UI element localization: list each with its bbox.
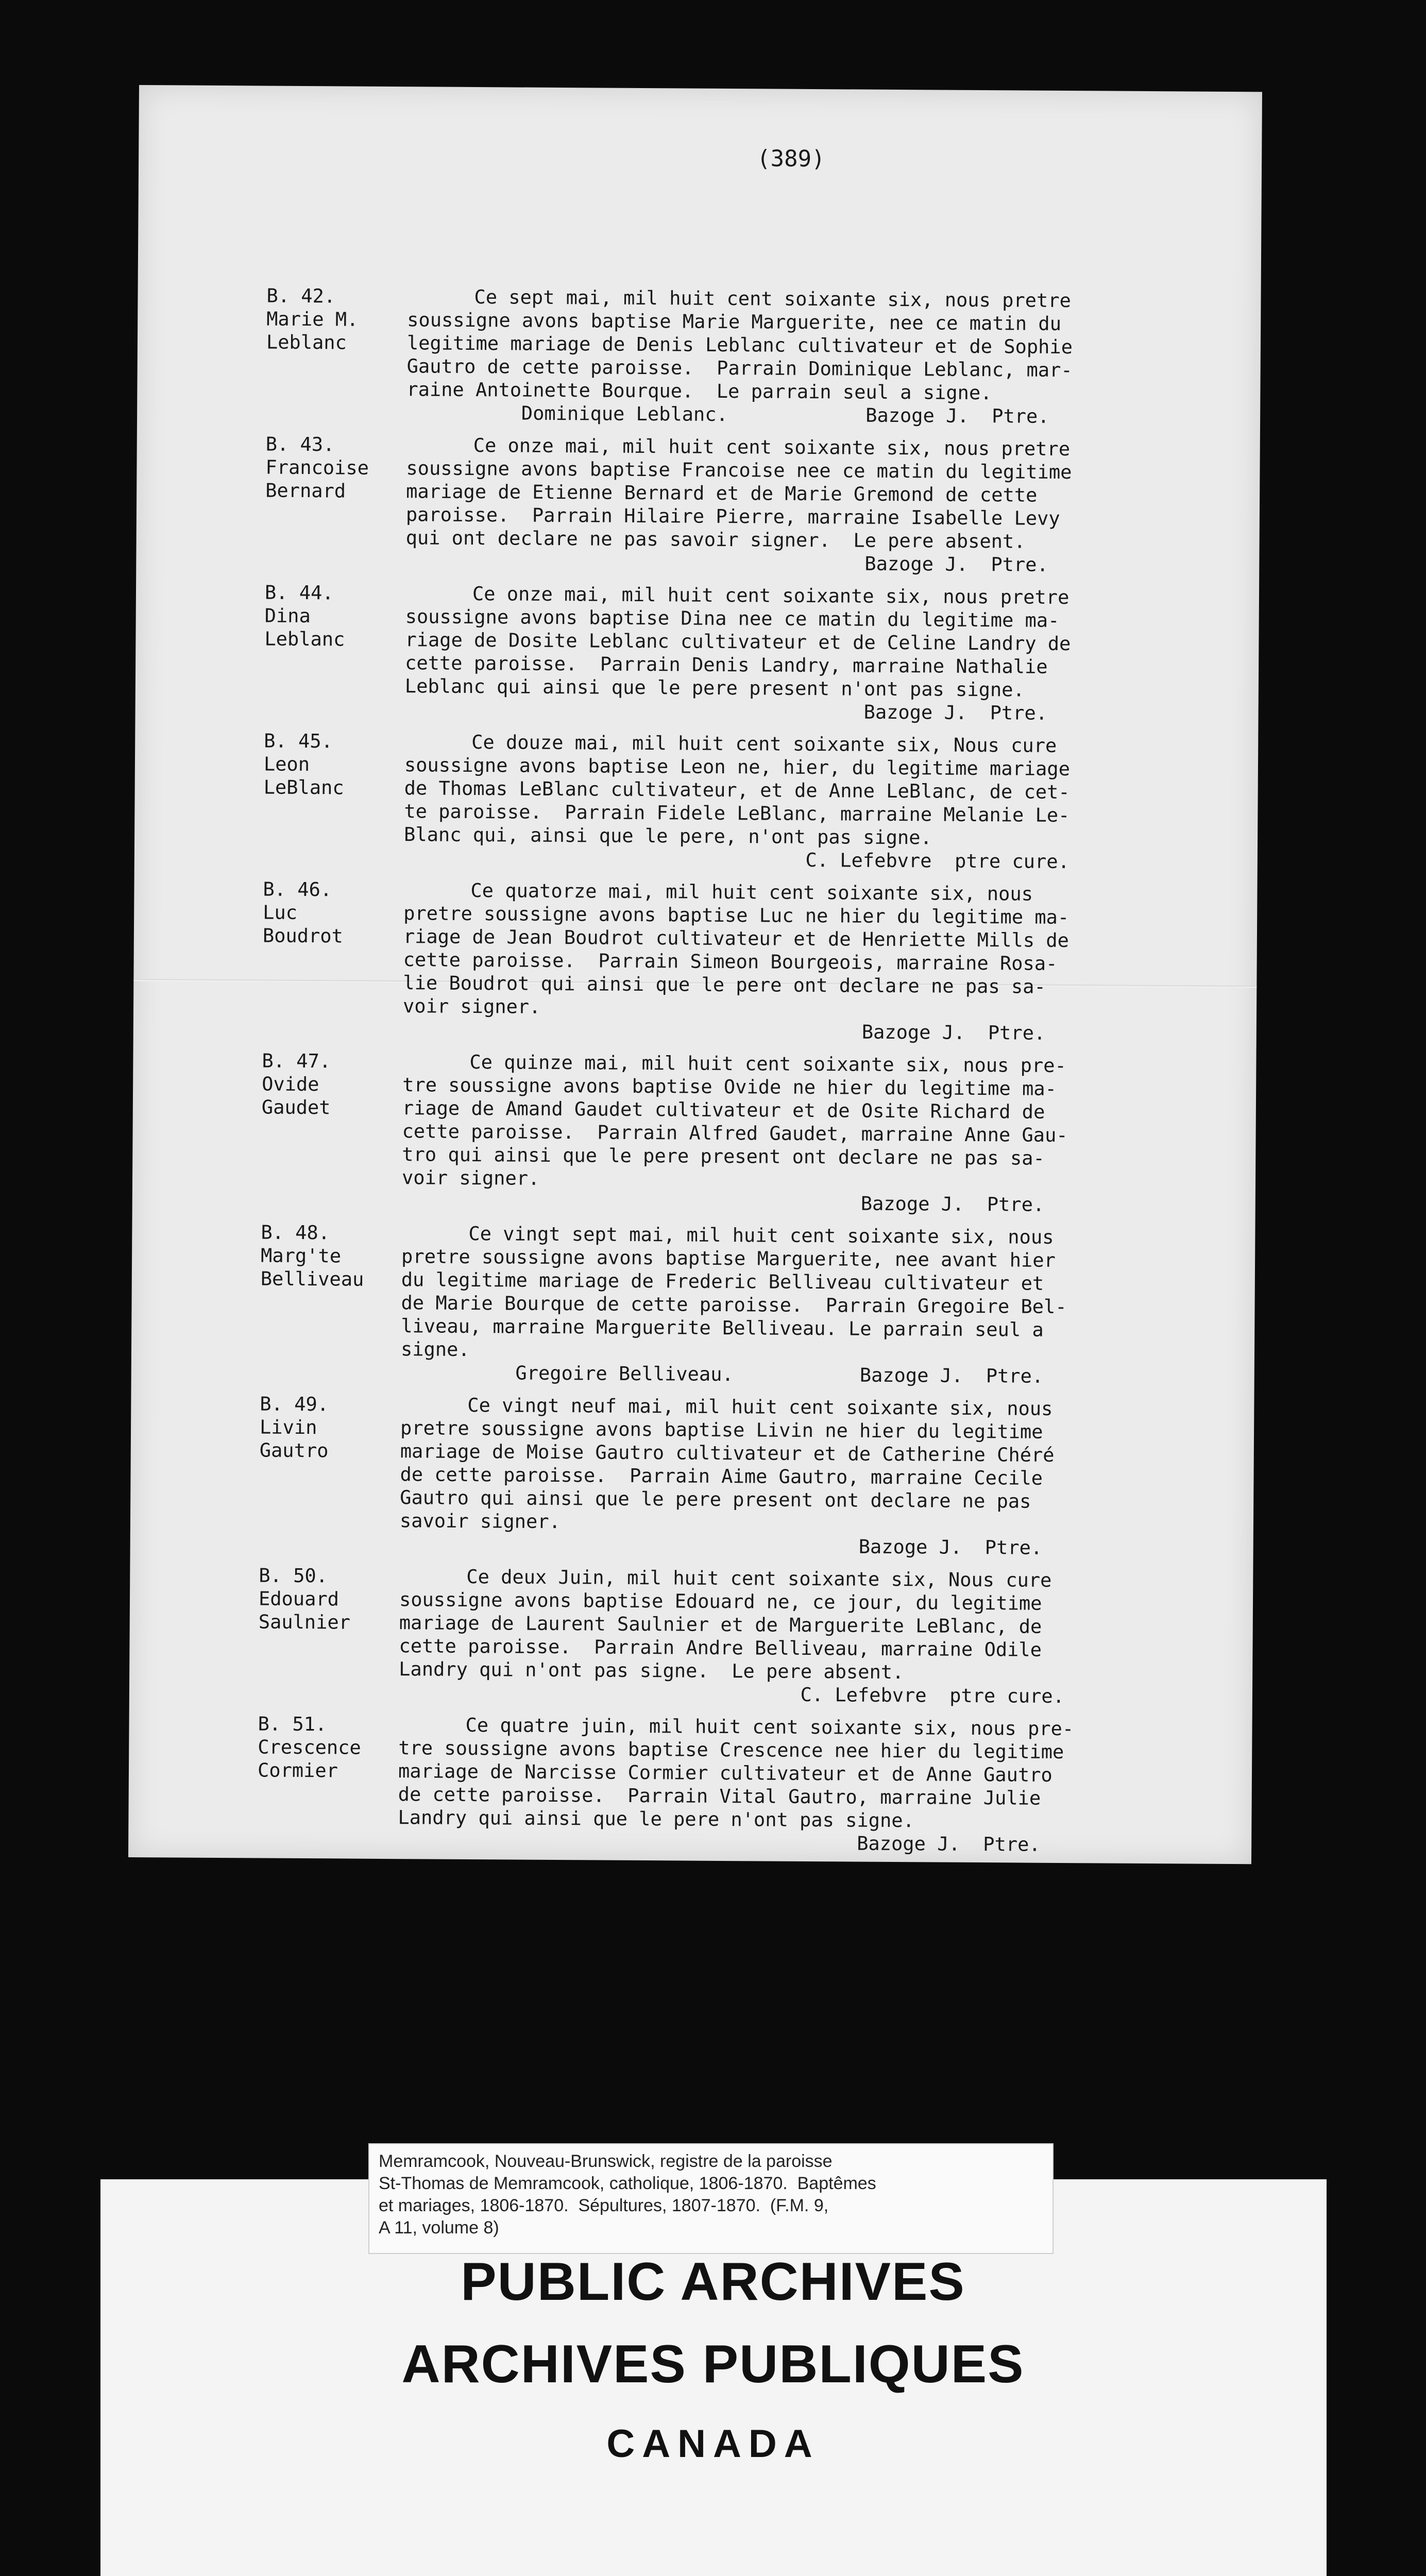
entry-signature: C. Lefebvre ptre cure. xyxy=(398,1681,1065,1708)
entry-label: B. 47. Ovide Gaudet xyxy=(261,1049,331,1119)
entry-line: Ce quatorze mai, mil huit cent soixante six, nous xyxy=(470,879,1033,905)
entry-line: Gautro qui ainsi que le pere present ont declare ne pas xyxy=(400,1486,1031,1513)
entry-line: soussigne avons baptise Marie Marguerite, nee ce matin du xyxy=(407,309,1062,335)
catalog-slip xyxy=(368,2143,1054,2254)
entry-signature: Bazoge J. Ptre. xyxy=(405,550,1048,576)
entry-text xyxy=(404,730,1202,874)
entry-line: Ce onze mai, mil huit cent soixante six, nous pretre xyxy=(472,582,1070,609)
entry-text xyxy=(401,1222,1199,1388)
entry-label: B. 49. Livin Gautro xyxy=(259,1393,329,1462)
entry-text xyxy=(400,1393,1198,1560)
entry-text xyxy=(398,1713,1196,1857)
entry-line: soussigne avons baptise Edouard ne, ce jour, du legitime xyxy=(399,1588,1042,1615)
archives-name-english: PUBLIC ARCHIVES xyxy=(461,2252,965,2312)
entry-line: cette paroisse. Parrain Denis Landry, marraine Nathalie xyxy=(405,652,1048,678)
entry-line: mariage de Narcisse Cormier cultivateur et de Anne Gautro xyxy=(398,1760,1052,1786)
entry-line: riage de Dosite Leblanc cultivateur et de Celine Landry de xyxy=(405,629,1071,655)
baptism-entry xyxy=(260,1221,1199,1388)
entry-signature: C. Lefebvre ptre cure. xyxy=(403,846,1070,873)
entry-label: B. 43. Francoise Bernard xyxy=(265,433,369,502)
catalog-slip-line: Memramcook, Nouveau-Brunswick, registre de la paroisse xyxy=(379,2151,833,2171)
entry-label: B. 45. Leon LeBlanc xyxy=(263,730,344,799)
entry-line: voir signer. xyxy=(402,995,541,1018)
entry-signature: Bazoge J. Ptre. xyxy=(399,1533,1043,1559)
entry-signature: Bazoge J. Ptre. xyxy=(401,1190,1045,1216)
entry-line: Ce deux Juin, mil huit cent soixante six, Nous cure xyxy=(466,1565,1052,1591)
entry-line: de Thomas LeBlanc cultivateur, et de Anne LeBlanc, de cet- xyxy=(404,777,1070,804)
entry-signature: Bazoge J. Ptre. xyxy=(404,698,1048,724)
entry-signature: Bazoge J. Ptre. xyxy=(402,1018,1046,1044)
catalog-slip-line: A 11, volume 8) xyxy=(379,2218,499,2238)
entry-label: B. 44. Dina Leblanc xyxy=(264,581,345,651)
entry-line: soussigne avons baptise Francoise nee ce matin du legitime xyxy=(406,457,1072,484)
entry-line: signe. xyxy=(400,1338,470,1361)
entry-label: B. 50. Edouard Saulnier xyxy=(258,1564,351,1634)
baptism-entry xyxy=(259,1392,1198,1560)
entry-line: tre soussigne avons baptise Crescence nee hier du legitime xyxy=(398,1737,1064,1764)
entry-line: Leblanc qui ainsi que le pere present n'ont pas signe. xyxy=(404,675,1025,701)
entry-line: lie Boudrot qui ainsi que le pere ont declare ne pas sa- xyxy=(403,972,1046,998)
entry-text xyxy=(406,285,1204,429)
archives-country: CANADA xyxy=(606,2422,820,2466)
entry-line: qui ont declare ne pas savoir signer. Le pere absent. xyxy=(405,527,1026,553)
entry-text xyxy=(405,433,1203,577)
entry-line: tre soussigne avons baptise Ovide ne hier du legitime ma- xyxy=(402,1074,1057,1100)
entry-text xyxy=(403,878,1201,1045)
baptism-entry xyxy=(257,1712,1196,1857)
entry-line: liveau, marraine Marguerite Belliveau. Le parrain seul a xyxy=(401,1315,1044,1341)
baptism-entries xyxy=(257,284,1204,1867)
entry-line: pretre soussigne avons baptise Luc ne hier du legitime ma- xyxy=(403,902,1070,929)
entry-line: riage de Amand Gaudet cultivateur et de Osite Richard de xyxy=(402,1097,1045,1123)
entry-line: de Marie Bourque de cette paroisse. Parrain Gregoire Bel- xyxy=(401,1292,1067,1318)
entry-signature: Bazoge J. Ptre. xyxy=(398,1829,1041,1856)
entry-line: Ce onze mai, mil huit cent soixante six, nous pretre xyxy=(473,434,1071,461)
entry-line: paroisse. Parrain Hilaire Pierre, marraine Isabelle Levy xyxy=(405,503,1060,530)
entry-line: de cette paroisse. Parrain Vital Gautro, marraine Julie xyxy=(398,1783,1041,1809)
baptism-entry xyxy=(264,581,1202,726)
entry-line: savoir signer. xyxy=(399,1510,561,1533)
entry-line: Gautro de cette paroisse. Parrain Dominique Leblanc, mar- xyxy=(406,355,1073,382)
baptism-entry xyxy=(258,1564,1197,1708)
entry-line: cette paroisse. Parrain Simeon Bourgeois, marraine Rosa- xyxy=(403,948,1058,975)
baptism-entry xyxy=(263,730,1202,874)
entry-line: Landry qui n'ont pas signe. Le pere absent. xyxy=(399,1658,904,1684)
entry-line: mariage de Etienne Bernard et de Marie Gremond de cette xyxy=(406,480,1038,506)
entry-text xyxy=(399,1565,1197,1708)
entry-line: cette paroisse. Parrain Alfred Gaudet, marraine Anne Gau- xyxy=(402,1120,1068,1147)
entry-line: riage de Jean Boudrot cultivateur et de Henriette Mills de xyxy=(403,925,1070,952)
entry-line: pretre soussigne avons baptise Livin ne hier du legitime xyxy=(400,1417,1043,1443)
entry-signature: Dominique Leblanc. Bazoge J. Ptre. xyxy=(406,401,1049,428)
entry-line: Ce vingt neuf mai, mil huit cent soixante six, nous xyxy=(467,1394,1053,1420)
catalog-slip-line: St-Thomas de Memramcook, catholique, 1806-1870. Baptêmes xyxy=(379,2174,876,2193)
baptism-entry xyxy=(261,1049,1200,1217)
entry-line: raine Antoinette Bourque. Le parrain seul a signe. xyxy=(406,378,992,404)
entry-line: de cette paroisse. Parrain Aime Gautro, marraine Cecile xyxy=(400,1463,1043,1489)
entry-line: Ce quatre juin, mil huit cent soixante six, nous pre- xyxy=(465,1714,1074,1740)
entry-line: mariage de Laurent Saulnier et de Marguerite LeBlanc, de xyxy=(399,1612,1042,1638)
archives-name-french: ARCHIVES PUBLIQUES xyxy=(401,2334,1025,2394)
baptism-entry xyxy=(266,284,1204,429)
entry-text xyxy=(404,582,1202,725)
entry-line: soussigne avons baptise Leon ne, hier, du legitime mariage xyxy=(404,754,1071,781)
entry-line: Blanc qui, ainsi que le pere, n'ont pas signe. xyxy=(403,823,932,849)
entry-line: mariage de Moise Gautro cultivateur et de Catherine Chéré xyxy=(400,1440,1055,1466)
entry-line: tro qui ainsi que le pere present ont declare ne pas sa- xyxy=(402,1143,1045,1170)
entry-line: cette paroisse. Parrain Andre Belliveau, marraine Odile xyxy=(399,1635,1042,1661)
entry-line: Ce douze mai, mil huit cent soixante six, Nous cure xyxy=(471,731,1057,757)
entry-label: B. 42. Marie M. Leblanc xyxy=(266,284,359,354)
entry-label: B. 51. Crescence Cormier xyxy=(257,1713,361,1782)
entry-text xyxy=(402,1050,1200,1217)
entry-line: du legitime mariage de Frederic Belliveau cultivateur et xyxy=(401,1268,1044,1295)
page-number: (389) xyxy=(756,145,825,173)
entry-line: legitime mariage de Denis Leblanc cultivateur et de Sophie xyxy=(406,332,1073,359)
entry-label: B. 46. Luc Boudrot xyxy=(262,878,343,947)
entry-line: pretre soussigne avons baptise Marguerite, nee avant hier xyxy=(401,1245,1056,1272)
entry-line: Ce quinze mai, mil huit cent soixante six, nous pre- xyxy=(469,1050,1066,1077)
entry-line: te paroisse. Parrain Fidele LeBlanc, marraine Melanie Le- xyxy=(404,800,1070,827)
entry-signature: Gregoire Belliveau. Bazoge J. Ptre. xyxy=(400,1361,1044,1387)
entry-line: voir signer. xyxy=(401,1166,540,1190)
baptism-entry xyxy=(265,433,1203,578)
register-page xyxy=(128,85,1262,1864)
baptism-entry xyxy=(262,877,1201,1045)
entry-line: Ce vingt sept mai, mil huit cent soixante six, nous xyxy=(468,1222,1054,1248)
entry-line: Landry qui ainsi que le pere n'ont pas signe. xyxy=(398,1806,915,1832)
entry-line: Ce sept mai, mil huit cent soixante six, nous pretre xyxy=(474,285,1071,312)
entry-label: B. 48. Marg'te Belliveau xyxy=(260,1221,364,1291)
catalog-slip-line: et mariages, 1806-1870. Sépultures, 1807-1870. (F.M. 9, xyxy=(379,2196,829,2215)
entry-line: soussigne avons baptise Dina nee ce matin du legitime ma- xyxy=(405,605,1060,632)
